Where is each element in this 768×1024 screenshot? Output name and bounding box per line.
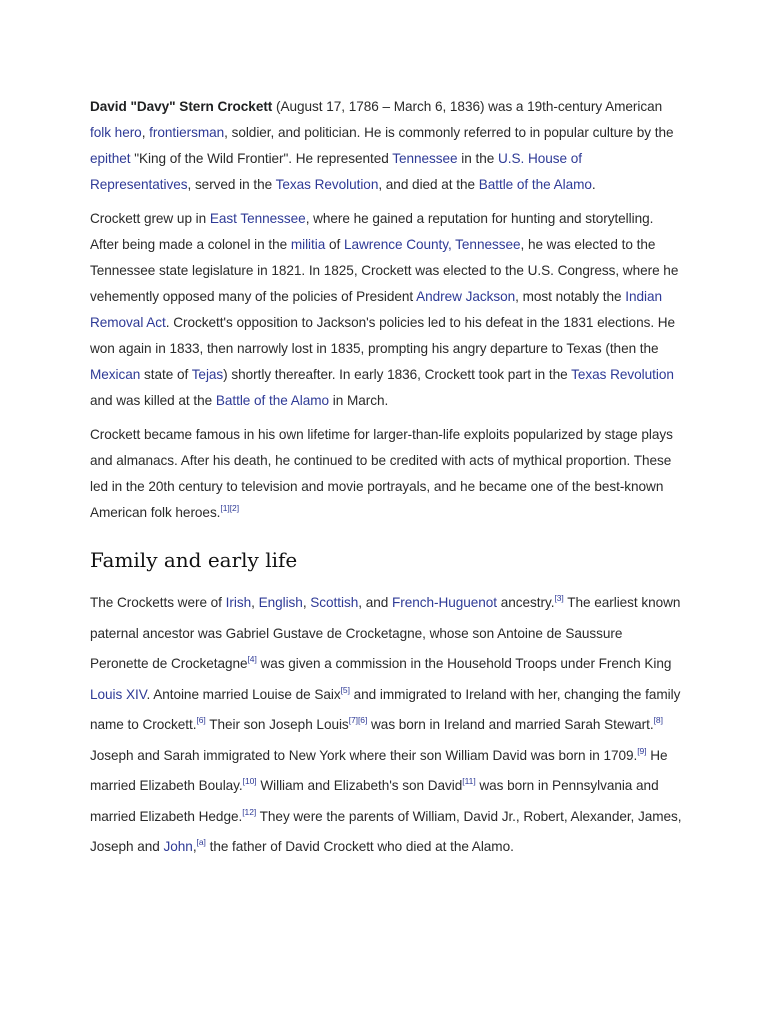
link-tejas[interactable]: Tejas: [191, 367, 224, 382]
citation-7[interactable]: [7]: [348, 715, 358, 725]
link-east-tennessee[interactable]: East Tennessee: [209, 211, 306, 226]
link-epithet[interactable]: epithet: [90, 151, 131, 166]
citation-5[interactable]: [5]: [340, 684, 350, 695]
citation-1[interactable]: [1]: [220, 503, 230, 513]
citation-2[interactable]: [2]: [229, 503, 240, 513]
link-english[interactable]: English: [258, 595, 303, 610]
citation-6-repeat[interactable]: [6]: [358, 715, 368, 725]
link-militia[interactable]: militia: [290, 237, 326, 252]
intro-paragraph-1: David "Davy" Stern Crockett (August 17, 1786 – March 6, 1836) was a 19th-century American folk hero, frontiersman, soldier, and politician. He is commonly referred to in popular culture by the epithet "King of the Wild Frontier". He represented Tennessee in the U.S. House of Representatives, served in the Texas Revolution, and died at the Battle of the Alamo.: [90, 99, 674, 192]
citation-11[interactable]: [11]: [462, 776, 476, 786]
citation-8[interactable]: [8]: [653, 715, 663, 725]
citation-4[interactable]: [4]: [247, 654, 257, 664]
link-texas-revolution-2[interactable]: Texas Revolution: [571, 367, 674, 382]
family-paragraph: The Crocketts were of Irish, English, Scottish, and French-Huguenot ancestry.[3] The earliest known paternal ancestor was Gabriel Gustave de Crocketagne, whose son Antoine de Saussure Peronette de Crocketagne[4] was given a commission in the Household Troops under French King Louis XIV. Antoine married Louise de Saix[5] and immigrated to Ireland with her, changing the family name to Crockett.[6] Their son Joseph Louis[7][6] was born in Ireland and married Sarah Stewart.[8] Joseph and Sarah immigrated to New York where their son William David was born in 1709.[9] He married Elizabeth Boulay.[10] William and Elizabeth's son David[11] was born in Pennsylvania and married Elizabeth Hedge.[12] They were the parents of William, David Jr., Robert, Alexander, James, Joseph and John,[a] the father of David Crockett who died at the Alamo.: [90, 593, 682, 854]
link-french-huguenot[interactable]: French-Huguenot: [391, 595, 498, 610]
link-folk-hero[interactable]: folk hero: [90, 125, 142, 140]
link-tennessee[interactable]: Tennessee: [392, 151, 458, 166]
citation-10[interactable]: [10]: [242, 776, 257, 786]
citation-3[interactable]: [3]: [554, 593, 564, 603]
link-john[interactable]: John: [163, 839, 193, 854]
link-us-house[interactable]: U.S. House of Representatives: [90, 151, 582, 192]
link-irish[interactable]: Irish: [225, 595, 252, 610]
link-scottish[interactable]: Scottish: [310, 595, 359, 610]
intro-paragraph-3: Crockett became famous in his own lifetime for larger-than-life exploits popularized by stage plays and almanacs. After his death, he continued to be credited with acts of mythical proportion. These led in the 20th century to television and movie portrayals, and he became one of the best-known American folk heroes.[1][2]: [90, 427, 673, 520]
link-lawrence-county[interactable]: Lawrence County, Tennessee: [343, 237, 521, 252]
link-mexican[interactable]: Mexican: [90, 367, 141, 382]
citation-9[interactable]: [9]: [637, 745, 647, 756]
subject-name: David "Davy" Stern Crockett: [90, 99, 273, 114]
section-heading-family: Family and early life: [90, 548, 298, 572]
link-texas-revolution[interactable]: Texas Revolution: [275, 177, 379, 192]
note-a[interactable]: [a]: [196, 837, 206, 847]
article-body: [90, 94, 682, 871]
link-battle-of-alamo[interactable]: Battle of the Alamo: [478, 177, 592, 192]
link-indian-removal-act[interactable]: Indian Removal Act: [90, 289, 662, 330]
intro-paragraph-2: Crockett grew up in East Tennessee, where he gained a reputation for hunting and storytelling. After being made a colonel in the militia of Lawrence County, Tennessee, he was elected to the Tennessee state legislature in 1821. In 1825, Crockett was elected to the U.S. Congress, where he vehemently opposed many of the policies of President Andrew Jackson, most notably the Indian Removal Act. Crockett's opposition to Jackson's policies led to his defeat in the 1831 elections. He won again in 1833, then narrowly lost in 1835, prompting his angry departure to Texas (then the Mexican state of Tejas) shortly thereafter. In early 1836, Crockett took part in the Texas Revolution and was killed at the Battle of the Alamo in March.: [90, 211, 679, 408]
link-louis-xiv[interactable]: Louis XIV: [90, 686, 147, 702]
citation-12[interactable]: [12]: [242, 806, 257, 817]
link-frontiersman[interactable]: frontiersman: [149, 125, 225, 140]
link-battle-of-alamo-2[interactable]: Battle of the Alamo: [215, 393, 330, 408]
link-andrew-jackson[interactable]: Andrew Jackson: [416, 289, 516, 304]
citation-6[interactable]: [6]: [196, 715, 206, 725]
